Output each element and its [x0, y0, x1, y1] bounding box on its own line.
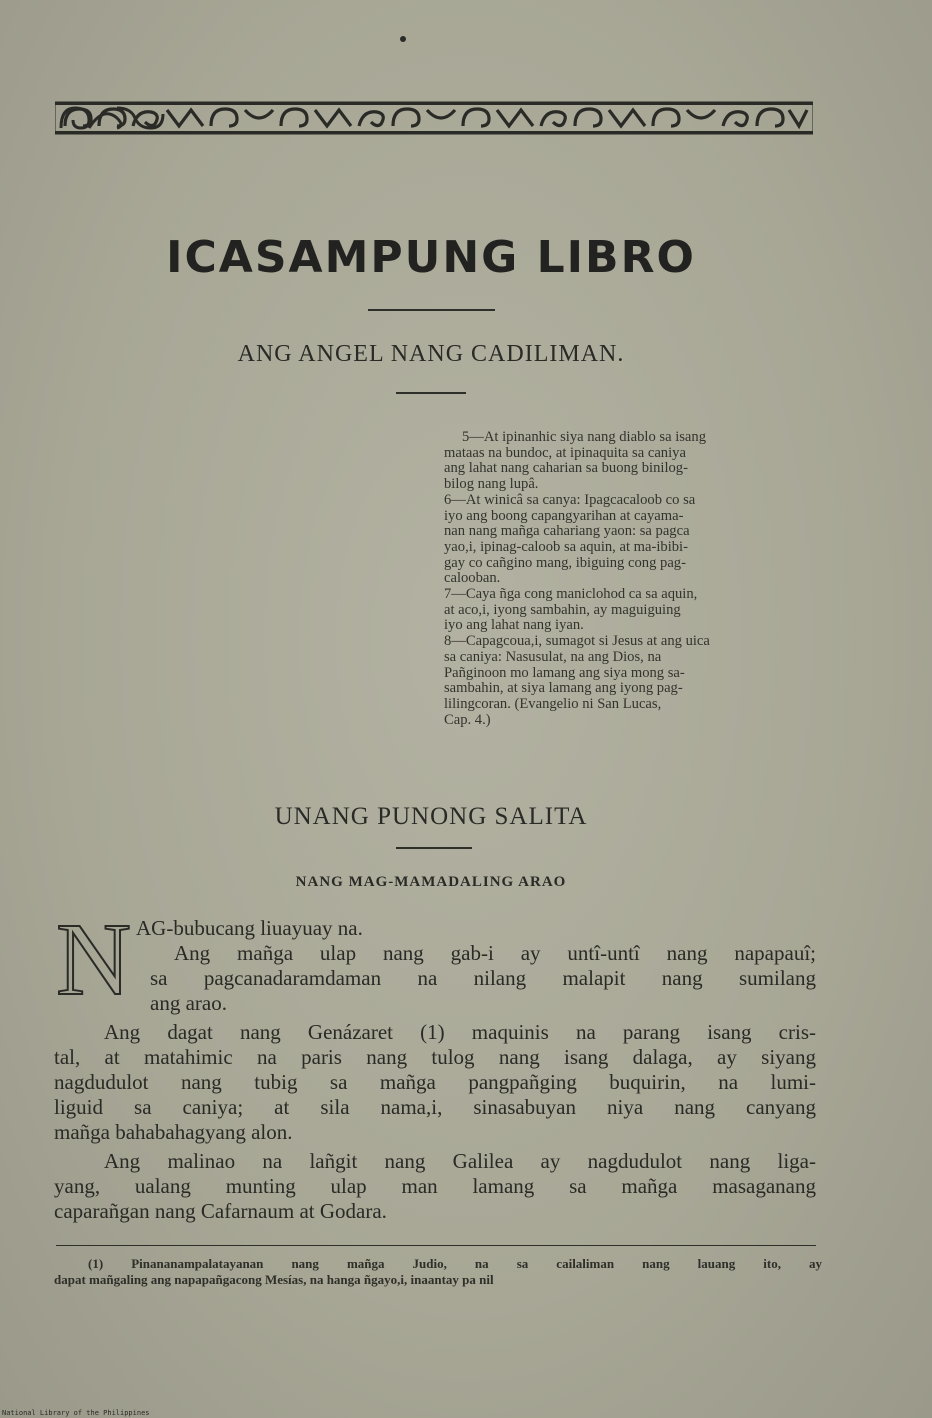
footnote-rule	[56, 1245, 816, 1246]
verse-line: Pañginoon mo lamang ang siya mong sa-	[444, 664, 685, 681]
epigraph	[444, 430, 816, 728]
subsection-title: NANG MAG-MAMADALING ARAO	[295, 874, 567, 890]
chapter-rule	[396, 392, 466, 394]
verse-line: at aco,i, iyong sambahin, ay maguiguing	[444, 601, 681, 618]
verse-line: 8—Capagcoua,i, sumagot si Jesus at ang uica	[444, 633, 710, 650]
epigraph-verse	[444, 587, 816, 634]
body-line: AG-bubucang liuayuay na.	[136, 916, 363, 940]
verse-line: sambahin, at siya lamang ang iyong pag-	[444, 680, 683, 697]
verse-line: lilingcoran. (Evangelio ni San Lucas,	[444, 695, 662, 712]
page-dot	[400, 36, 406, 42]
body-line: Ang mañga ulap nang gab-i ay untî-untî nang napapauî;	[174, 941, 816, 965]
body-line: Ang malinao na lañgit nang Galilea ay nagdudulot nang liga-	[104, 1149, 816, 1173]
drop-cap: N	[56, 902, 132, 1017]
book-title: ICASAMPUNG LIBRO	[166, 232, 696, 283]
verse-line: ang lahat nang caharian sa buong binilog-	[444, 460, 688, 477]
verse-line: sa caniya: Nasusulat, na ang Dios, na	[444, 648, 662, 665]
body-line: mañga bahabahagyang alon.	[54, 1120, 293, 1144]
verse-line: Cap. 4.)	[444, 711, 491, 728]
verse-line: calooban.	[444, 570, 501, 587]
body-line: caparañgan nang Cafarnaum at Godara.	[54, 1199, 387, 1223]
epigraph-verse	[444, 634, 816, 728]
body-line: tal, at matahimic na paris nang tulog nang isang dalaga, ay siyang	[54, 1045, 816, 1069]
body-line: nagdudulot nang tubig sa mañga pangpañging buquirin, na lumi-	[54, 1070, 816, 1094]
section-rule	[396, 847, 472, 849]
footnote-line: (1) Pinananampalatayanan nang mañga Judio, na sa cailaliman nang lauang ito, ay	[88, 1256, 822, 1271]
body-line: liguid sa caniya; at sila nama,i, sinasabuyan niya nang canyang	[54, 1095, 816, 1119]
library-credit: National Library of the Philippines	[2, 1409, 150, 1417]
title-rule	[368, 309, 495, 311]
body-line: Ang dagat nang Genázaret (1) maquinis na parang isang cris-	[104, 1020, 816, 1044]
epigraph-verse	[444, 493, 816, 587]
chapter-title: ANG ANGEL NANG CADILIMAN.	[237, 341, 625, 367]
body-line: ang arao.	[150, 991, 227, 1015]
verse-line: 6—At winicâ sa canya: Ipagcacaloob co sa	[444, 491, 696, 508]
verse-line: iyo ang boong capangyarihan at cayama-	[444, 507, 684, 524]
verse-line: bilog nang lupâ.	[444, 476, 539, 493]
footnote	[54, 1256, 822, 1288]
body-line: yang, ualang munting ulap man lamang sa mañga masaganang	[54, 1174, 816, 1198]
verse-line: gay co cañgino mang, ibiguing cong pag-	[444, 554, 686, 571]
decorative-border-ornament	[55, 100, 813, 136]
verse-line: mataas na bundoc, at ipinaquita sa caniya	[444, 444, 686, 461]
verse-line: 5—At ipinanhic siya nang diablo sa isang	[462, 429, 706, 445]
verse-line: iyo ang lahat nang iyan.	[444, 617, 584, 634]
verse-line: nan nang mañga cahariang yaon: sa pagca	[444, 523, 690, 540]
verse-line: yao,i, ipinag-caloob sa aquin, at ma-ibibi-	[444, 538, 688, 555]
footnote-line: dapat mañgaling ang napapañgacong Mesías, na hanga ñgayo,i, inaantay pa nil	[54, 1272, 494, 1287]
body-line: sa pagcanadaramdaman na nilang malapit nang sumilang	[150, 966, 816, 990]
section-title: UNANG PUNONG SALITA	[274, 803, 588, 830]
verse-line: 7—Caya ñga cong maniclohod ca sa aquin,	[444, 586, 698, 603]
epigraph-verse	[444, 430, 816, 493]
